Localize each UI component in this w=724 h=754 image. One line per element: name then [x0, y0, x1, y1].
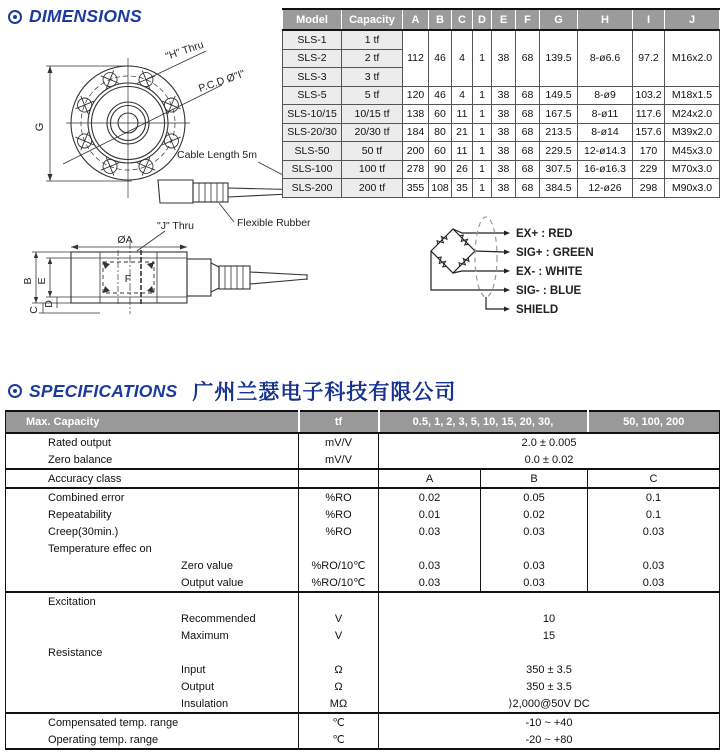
spec-header-range2: 50, 100, 200: [588, 411, 720, 433]
cell: 16-ø16.3: [578, 160, 633, 179]
bridge-circuit: [431, 229, 504, 309]
flexible-rubber-label: Flexible Rubber: [237, 217, 311, 229]
wire-label-ex-plus: EX+ : RED: [516, 228, 573, 240]
spec-header-range1: 0.5, 1, 2, 3, 5, 10, 15, 20, 30,: [379, 411, 588, 433]
cell: 184: [403, 123, 429, 142]
specifications-section-title: [8, 376, 456, 406]
cell: 1: [473, 160, 492, 179]
spec-value-b: 0.03: [481, 557, 588, 574]
spec-unit: V: [299, 627, 379, 644]
spec-row: [6, 488, 720, 506]
cell: 1: [473, 179, 492, 198]
cell: 1: [473, 123, 492, 142]
cell-capacity: 2 tf: [342, 49, 403, 68]
cell: 8-ø11: [578, 105, 633, 124]
c-dim-label: C: [28, 306, 40, 314]
spec-unit: %RO: [299, 488, 379, 506]
cell-capacity: 200 tf: [342, 179, 403, 198]
cell: 298: [633, 179, 665, 198]
wire-label-sig-plus: SIG+ : GREEN: [516, 247, 594, 259]
cell: 38: [492, 123, 516, 142]
spec-value-b: 0.05: [481, 488, 588, 506]
spec-value: 2.0 ± 0.005: [521, 436, 577, 449]
cell-model: SLS-1: [283, 30, 342, 49]
spec-row: [6, 627, 720, 644]
spec-label: Combined error: [6, 488, 299, 506]
spec-unit: mV/V: [299, 433, 379, 451]
cell: 139.5: [540, 30, 578, 86]
cell-capacity: 10/15 tf: [342, 105, 403, 124]
wire-arrows: [504, 231, 510, 312]
cell-capacity: 50 tf: [342, 142, 403, 161]
cell: 26: [452, 160, 473, 179]
cell: 157.6: [633, 123, 665, 142]
dimensions-table: [282, 8, 720, 198]
cable-assembly-side: [187, 259, 307, 296]
spec-label: Compensated temp. range: [6, 713, 299, 731]
cell-model: SLS-200: [283, 179, 342, 198]
spec-label: Resistance: [48, 646, 103, 659]
cell: 213.5: [540, 123, 578, 142]
d-dim-label: D: [43, 300, 55, 308]
cable-length-label: Cable Length 5m: [177, 149, 257, 161]
j-thru-label: "J" Thru: [157, 220, 195, 232]
cell: 120: [403, 86, 429, 105]
cell: 12-ø26: [578, 179, 633, 198]
cell: 307.5: [540, 160, 578, 179]
spec-value-a: A: [379, 469, 481, 488]
spec-value-c: 0.1: [588, 488, 720, 506]
spec-row: [6, 540, 720, 557]
spec-value-a: 0.03: [379, 523, 481, 540]
col-header: J: [665, 9, 720, 30]
spec-sublabel: Input: [181, 663, 206, 676]
spec-label: Repeatability: [48, 508, 112, 521]
spec-header-row: [6, 411, 720, 433]
spec-value: -10 ~ +40: [379, 713, 720, 731]
spec-value: 350 ± 3.5: [526, 663, 572, 676]
spec-unit: [299, 644, 379, 661]
cell-model: SLS-100: [283, 160, 342, 179]
spec-unit: %RO/10℃: [299, 557, 379, 574]
spec-unit: mV/V: [299, 451, 379, 469]
cell: 68: [516, 160, 540, 179]
spec-row: [6, 678, 720, 695]
dimensions-title-label: DIMENSIONS: [29, 6, 142, 26]
cell: 60: [429, 142, 452, 161]
spec-row: [6, 592, 720, 610]
cell: 117.6: [633, 105, 665, 124]
section-bullet-icon: [8, 10, 22, 24]
cell-model: SLS-50: [283, 142, 342, 161]
table-row: [283, 142, 720, 161]
spec-label: Rated output: [48, 436, 111, 449]
cell-model: SLS-10/15: [283, 105, 342, 124]
cell: M90x3.0: [665, 179, 720, 198]
cell: 229.5: [540, 142, 578, 161]
table-row: [283, 30, 720, 49]
spec-value-a: 0.03: [379, 574, 481, 592]
cell: 1: [473, 142, 492, 161]
spec-value: 10: [542, 612, 556, 625]
cell: M24x2.0: [665, 105, 720, 124]
spec-row: [6, 523, 720, 540]
spec-label: Accuracy class: [6, 469, 299, 488]
cell: M70x3.0: [665, 160, 720, 179]
cell-model: SLS-5: [283, 86, 342, 105]
spec-sublabel: Maximum: [181, 629, 229, 642]
spec-unit: MΩ: [299, 695, 379, 713]
cell: 90: [429, 160, 452, 179]
col-header: G: [540, 9, 578, 30]
cable-shield-ellipse: [475, 217, 497, 297]
cell: 8-ø6.6: [578, 30, 633, 86]
table-row: [283, 86, 720, 105]
cell: 46: [429, 86, 452, 105]
col-header: A: [403, 9, 429, 30]
spec-sublabel: Output: [181, 680, 215, 693]
cell: 21: [452, 123, 473, 142]
spec-header-label: Max. Capacity: [6, 411, 299, 433]
spec-value-c: 0.1: [645, 508, 662, 521]
spec-sublabel: Insulation: [181, 697, 229, 710]
spec-value-c: 0.03: [642, 576, 665, 589]
col-header: F: [516, 9, 540, 30]
spec-row: [6, 506, 720, 523]
spec-unit: %RO: [299, 506, 379, 523]
f-dim-label: F: [124, 273, 132, 285]
spec-value-b: 0.03: [481, 574, 588, 592]
wire-label-sig-minus: SIG- : BLUE: [516, 285, 582, 297]
cell-capacity: 1 tf: [342, 30, 403, 49]
cell: 200: [403, 142, 429, 161]
spec-label: Excitation: [6, 592, 299, 610]
e-dim-label: E: [36, 277, 48, 285]
cell: 138: [403, 105, 429, 124]
spec-sublabel: Recommended: [181, 612, 256, 625]
cell-capacity: 20/30 tf: [342, 123, 403, 142]
cell: 103.2: [633, 86, 665, 105]
spec-unit: [299, 592, 379, 610]
cell: 46: [429, 30, 452, 86]
spec-value: -20 ~ +80: [525, 733, 573, 746]
table-row: [283, 179, 720, 198]
cell-model: SLS-3: [283, 68, 342, 87]
spec-unit: Ω: [299, 678, 379, 695]
table-row: [283, 123, 720, 142]
spec-value: 0.0 ± 0.02: [524, 453, 574, 466]
spec-sublabel: Output value: [181, 576, 244, 589]
g-dim-label: G: [34, 122, 46, 132]
spec-value-a: [379, 540, 481, 557]
spec-row: [6, 695, 720, 713]
cell: 38: [492, 30, 516, 86]
b-dim-label: B: [22, 277, 34, 285]
col-header: C: [452, 9, 473, 30]
spec-value-c: [588, 540, 720, 557]
col-header: H: [578, 9, 633, 30]
spec-unit: ℃: [299, 713, 379, 731]
spec-row: [6, 433, 720, 451]
cell: 68: [516, 30, 540, 86]
spec-unit: %RO: [299, 523, 379, 540]
spec-value: 15: [542, 629, 556, 642]
cell: M39x2.0: [665, 123, 720, 142]
cell-model: SLS-20/30: [283, 123, 342, 142]
cell: 1: [473, 30, 492, 86]
cell: 8-ø9: [578, 86, 633, 105]
cell: 80: [429, 123, 452, 142]
cell: 8-ø14: [578, 123, 633, 142]
spec-row: [6, 610, 720, 627]
specifications-table: [5, 410, 720, 750]
cell: 355: [403, 179, 429, 198]
cell: 12-ø14.3: [578, 142, 633, 161]
table-row: [283, 105, 720, 124]
spec-unit: [299, 469, 379, 488]
cell: 38: [492, 179, 516, 198]
spec-row: [6, 451, 720, 469]
cell: 68: [516, 179, 540, 198]
spec-value: [379, 592, 720, 610]
spec-value-c: 0.03: [642, 559, 665, 572]
cell: 68: [516, 123, 540, 142]
cell: 38: [492, 86, 516, 105]
cell: 167.5: [540, 105, 578, 124]
spec-value-a: 0.03: [379, 557, 481, 574]
spec-value-b: 0.03: [481, 523, 588, 540]
side-view-drawing: [32, 241, 307, 314]
spec-label: Operating temp. range: [48, 733, 159, 746]
spec-unit: V: [299, 610, 379, 627]
col-header: Capacity: [342, 9, 403, 30]
spec-header-unit: tf: [299, 411, 379, 433]
spec-row: [6, 731, 720, 749]
cell-model: SLS-2: [283, 49, 342, 68]
spec-value-a: 0.02: [379, 488, 481, 506]
spec-value-c: C: [588, 469, 720, 488]
cell: M45x3.0: [665, 142, 720, 161]
cell: M16x2.0: [665, 30, 720, 86]
cell-capacity: 100 tf: [342, 160, 403, 179]
spec-value-c: 0.03: [642, 525, 665, 538]
spec-value-b: B: [481, 469, 588, 488]
cell: 38: [492, 142, 516, 161]
cell-capacity: 5 tf: [342, 86, 403, 105]
col-header: E: [492, 9, 516, 30]
cell: 35: [452, 179, 473, 198]
col-header: I: [633, 9, 665, 30]
spec-value-b: 0.02: [481, 506, 588, 523]
spec-row: [6, 644, 720, 661]
spec-value: 350 ± 3.5: [526, 680, 572, 693]
wire-label-ex-minus: EX- : WHITE: [516, 266, 583, 278]
spec-unit: ℃: [299, 731, 379, 749]
spec-value: [379, 644, 720, 661]
spec-row: [6, 469, 720, 488]
cell: 229: [633, 160, 665, 179]
spec-unit: %RO/10℃: [299, 574, 379, 592]
spec-row: [6, 557, 720, 574]
col-header: B: [429, 9, 452, 30]
spec-unit: [299, 540, 379, 557]
dim-header-row: [283, 9, 720, 30]
load-cell-dimension-drawing: [0, 26, 315, 326]
cell: 278: [403, 160, 429, 179]
cell: 384.5: [540, 179, 578, 198]
spec-value-a: 0.01: [379, 506, 481, 523]
wire-label-shield: SHIELD: [516, 304, 559, 316]
col-header: Model: [283, 9, 342, 30]
h-thru-label: "H" Thru: [164, 38, 206, 63]
spec-label: Creep(30min.): [48, 525, 119, 538]
cell: 68: [516, 105, 540, 124]
cell: 38: [492, 160, 516, 179]
cell: 1: [473, 86, 492, 105]
cell-capacity: 3 tf: [342, 68, 403, 87]
cell: 149.5: [540, 86, 578, 105]
cell: 11: [452, 105, 473, 124]
spec-value: ⟩2,000@50V DC: [508, 698, 590, 710]
table-row: [283, 160, 720, 179]
cell: 108: [429, 179, 452, 198]
cell: 112: [403, 30, 429, 86]
wiring-diagram: [418, 212, 718, 322]
dimensions-section-title: [8, 6, 142, 27]
cell: 60: [429, 105, 452, 124]
col-header: D: [473, 9, 492, 30]
spec-label: Zero balance: [48, 453, 113, 466]
cell: 170: [633, 142, 665, 161]
spec-row: [6, 713, 720, 731]
cell: 11: [452, 142, 473, 161]
section-bullet-icon: [8, 384, 22, 398]
spec-label: Temperature effec on: [48, 542, 152, 555]
cell: M18x1.5: [665, 86, 720, 105]
pcd-label: P.C.D Ø"I": [197, 67, 247, 95]
cell: 4: [452, 86, 473, 105]
spec-value-b: [481, 540, 588, 557]
cell: 38: [492, 105, 516, 124]
cell: 68: [516, 86, 540, 105]
cell: 4: [452, 30, 473, 86]
cell: 97.2: [633, 30, 665, 86]
company-name: 广州兰瑟电子科技有限公司: [192, 380, 457, 404]
cell: 1: [473, 105, 492, 124]
cell: 68: [516, 142, 540, 161]
spec-sublabel: Zero value: [181, 559, 233, 572]
spec-row: [6, 661, 720, 678]
spec-unit: Ω: [299, 661, 379, 678]
dia-a-label: ØA: [117, 234, 133, 246]
spec-row: [6, 574, 720, 592]
specifications-title-label: SPECIFICATIONS: [29, 380, 178, 401]
